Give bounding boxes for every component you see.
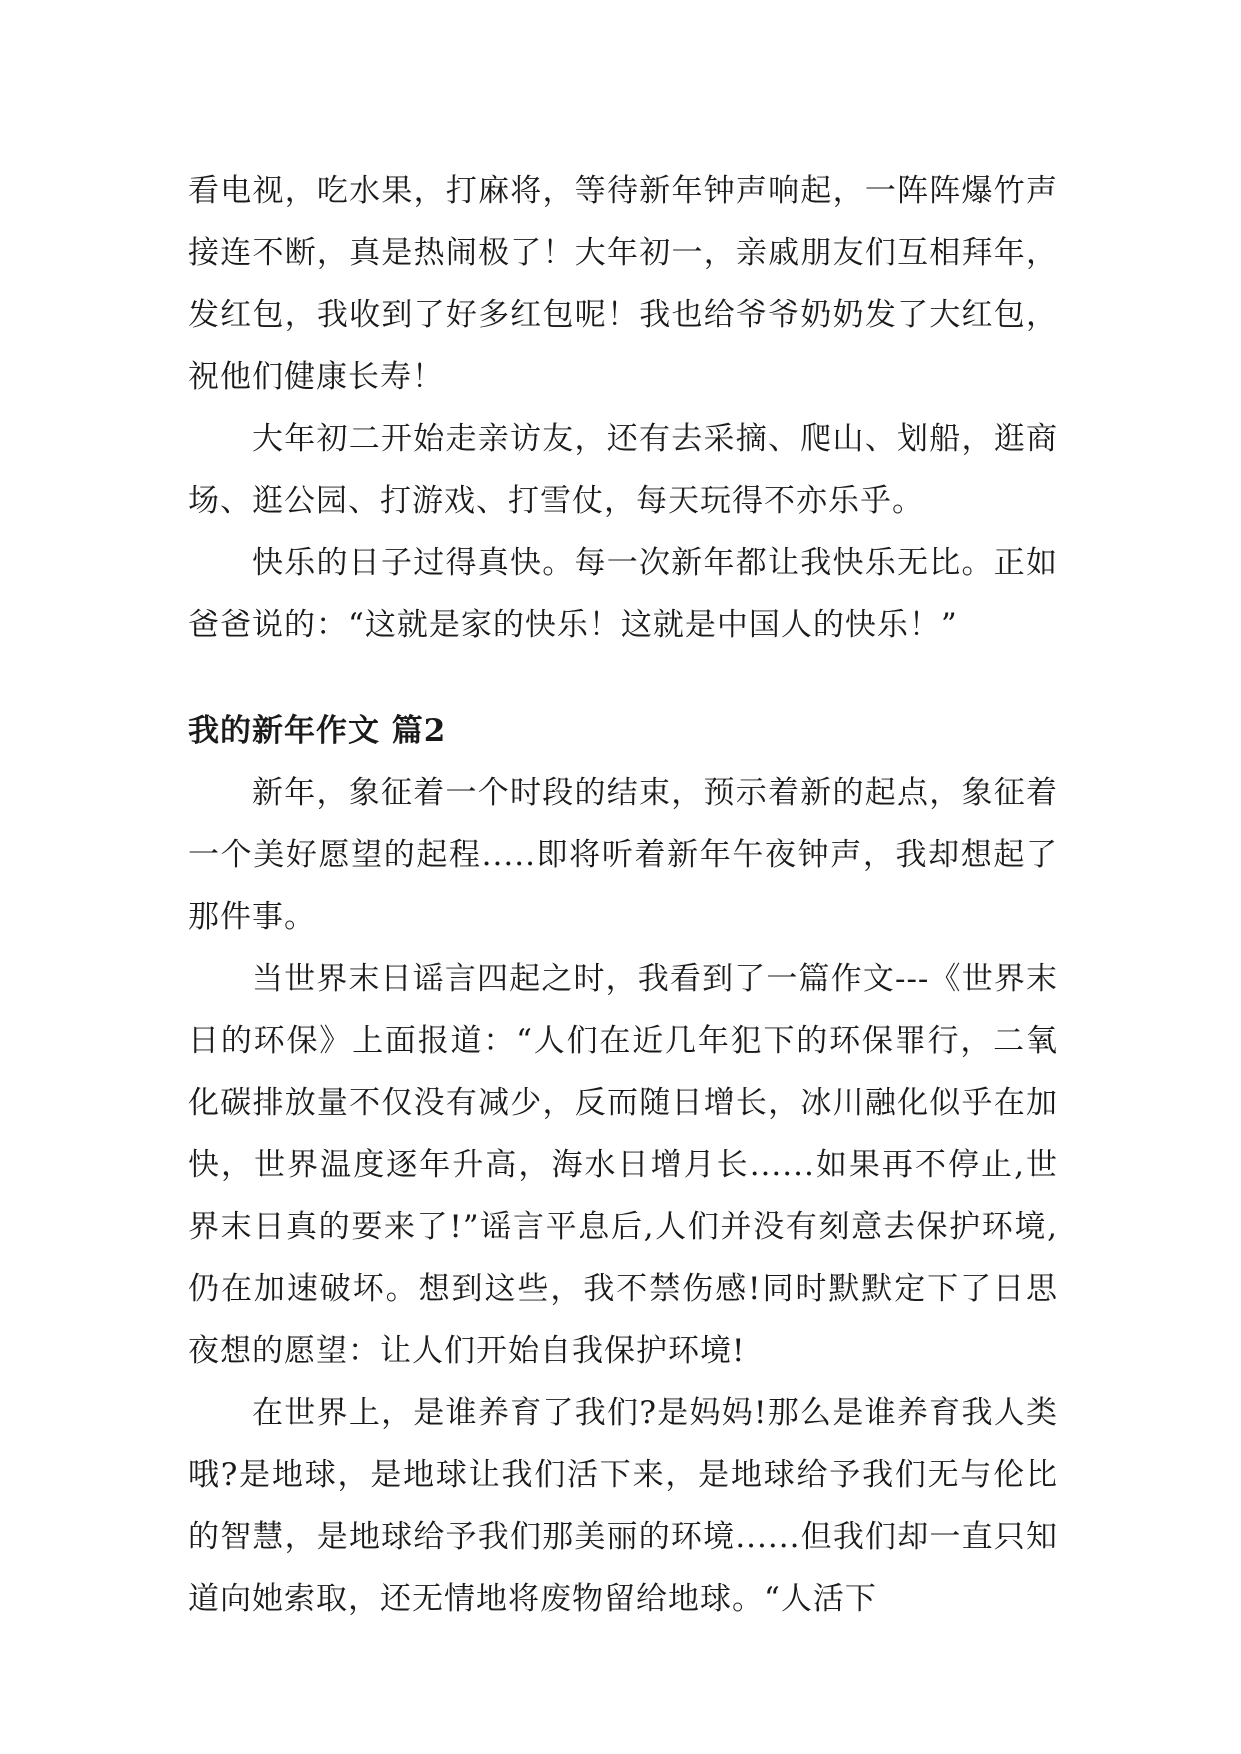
- document-page: [188, 160, 1058, 1630]
- paragraph: 看电视，吃水果，打麻将，等待新年钟声响起，一阵阵爆竹声接连不断，真是热闹极了！大年初一，亲戚朋友们互相拜年，发红包，我收到了好多红包呢！我也给爷爷奶奶发了大红包，祝他们健康长寿！: [188, 173, 1058, 395]
- paragraph: 新年，象征着一个时段的结束，预示着新的起点，象征着一个美好愿望的起程.....即将听着新年午夜钟声，我却想起了那件事。: [188, 775, 1058, 935]
- paragraph: 在世界上，是谁养育了我们?是妈妈!那么是谁养育我人类哦?是地球，是地球让我们活下来，是地球给予我们无与伦比的智慧，是地球给予我们那美丽的环境......但我们却一直只知道向她索取，还无情地将废物留给地球。“人活下: [188, 1395, 1058, 1617]
- paragraph: 快乐的日子过得真快。每一次新年都让我快乐无比。正如爸爸说的：“这就是家的快乐！这就是中国人的快乐！”: [188, 545, 1058, 643]
- section-title: 我的新年作文 篇2: [188, 713, 447, 749]
- paragraph: 当世界末日谣言四起之时，我看到了一篇作文---《世界末日的环保》上面报道：“人们在近几年犯下的环保罪行，二氧化碳排放量不仅没有减少，反而随日增长，冰川融化似乎在加快，世界温度逐年升高，海水日增月长......如果再不停止,世界末日真的要来了!”谣言平息后,人们并没有刻意去保护环境,仍在加速破坏。想到这些，我不禁伤感!同时默默定下了日思夜想的愿望：让人们开始自我保护环境!: [188, 961, 1058, 1369]
- paragraph: 大年初二开始走亲访友，还有去采摘、爬山、划船，逛商场、逛公园、打游戏、打雪仗，每天玩得不亦乐乎。: [188, 421, 1058, 519]
